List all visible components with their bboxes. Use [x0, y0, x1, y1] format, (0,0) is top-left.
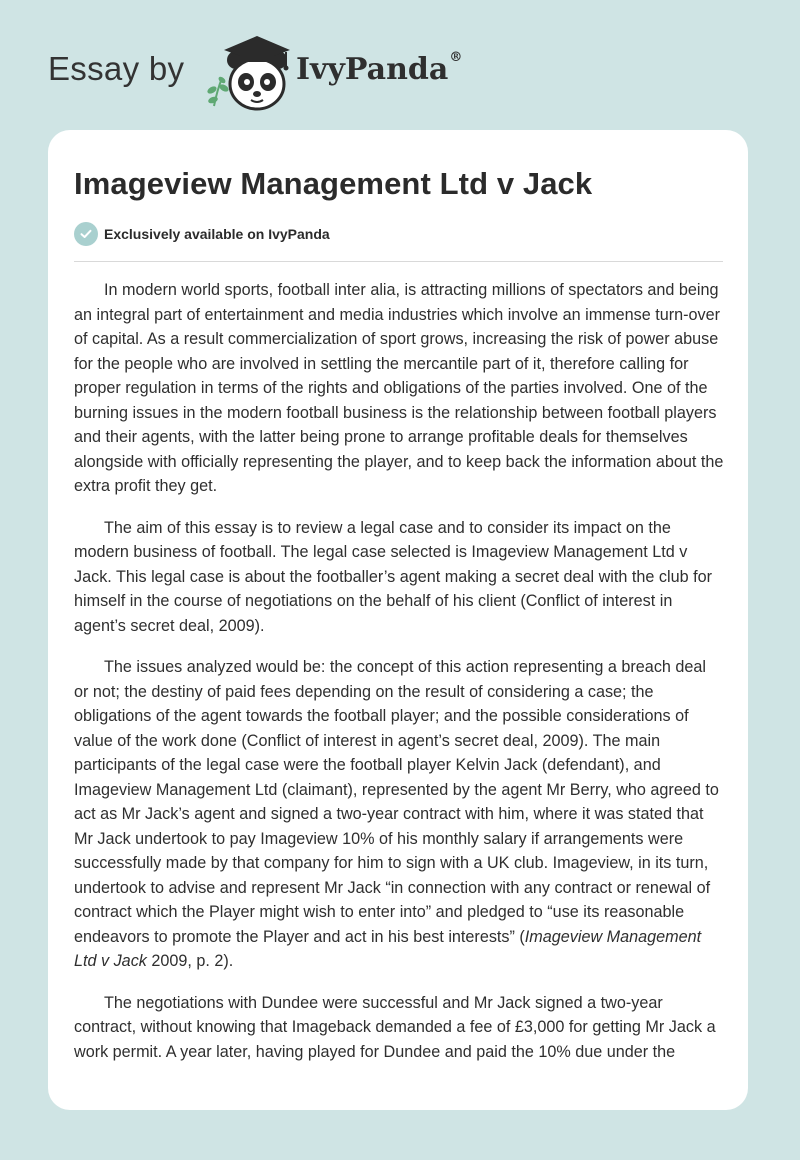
- paragraph-3: [74, 655, 724, 974]
- divider: [74, 261, 723, 262]
- brand-text: IvyPanda: [296, 52, 449, 87]
- paragraph-2: The aim of this essay is to review a legal case and to consider its impact on the modern business of football. The legal case selected is Imageview Management Ltd v Jack. This legal case is about the footballer’s agent making a secret deal with the club for himself in the course of negotiations on the behalf of his client (Conflict of interest in agent’s secret deal, 2009).: [74, 518, 712, 635]
- registered-mark: ®: [449, 50, 463, 65]
- paragraph-3-text: The issues analyzed would be: the concept of this action representing a breach deal or not; the destiny of paid fees depending on the result of considering a case; the obligations of the agent towards the football player; and the possible considerations of value of the work done (Conflict of interest in agent’s secret deal, 2009). The main participants of the legal case were the football player Kelvin Jack (defendant), and Imageview Management Ltd (claimant), represented by the agent Mr Berry, who agreed to act as Mr Jack’s agent and signed a two-year contract with him, where it was stated that Mr Jack undertook to pay Imageview 10% of his monthly salary if arrangements were successfully made by that company for him to sign with a UK club. Imageview, in its turn, undertook to advise and represent Mr Jack “in connection with any contract or renewal of contract which the Player might wish to enter into” and pledged to “use its reasonable endeavors to promote the Player and act in his best interests” (: [74, 658, 719, 946]
- paragraph-4: The negotiations with Dundee were successful and Mr Jack signed a two-year contract, without knowing that Imageback demanded a fee of £3,000 for getting Mr Jack a work permit. A year later, having played for Dundee and paid the 10% due under the: [74, 993, 716, 1061]
- panda-logo-icon[interactable]: [200, 30, 300, 112]
- paragraph-3-tail: 2009, p. 2).: [146, 952, 234, 970]
- essay-card: [48, 130, 748, 1110]
- exclusive-badge: [74, 222, 330, 246]
- page-title: Imageview Management Ltd v Jack: [74, 166, 593, 201]
- paragraph-1: In modern world sports, football inter alia, is attracting millions of spectators and being an integral part of entertainment and media industries which involve an immense turn-over of capital. As a result commercialization of sport grows, increasing the risk of power abuse for the people who are involved in settling the mercantile part of it, therefore calling for proper regulation in terms of the rights and obligations of the parties involved. One of the burning issues in the modern football business is the relationship between football players and their agents, with the latter being prone to arrange profitable deals for themselves alongside with officially representing the player, and to keep back the information about the extra profit they get.: [74, 281, 724, 495]
- site-header: [0, 0, 800, 130]
- essay-body: [74, 278, 724, 1081]
- check-icon: [74, 222, 98, 246]
- exclusive-badge-label: Exclusively available on IvyPanda: [104, 226, 330, 242]
- case-citation: Imageview Management Ltd v Jack: [74, 927, 702, 970]
- essay-by-label: Essay by: [48, 50, 185, 87]
- brand-name[interactable]: [296, 52, 462, 87]
